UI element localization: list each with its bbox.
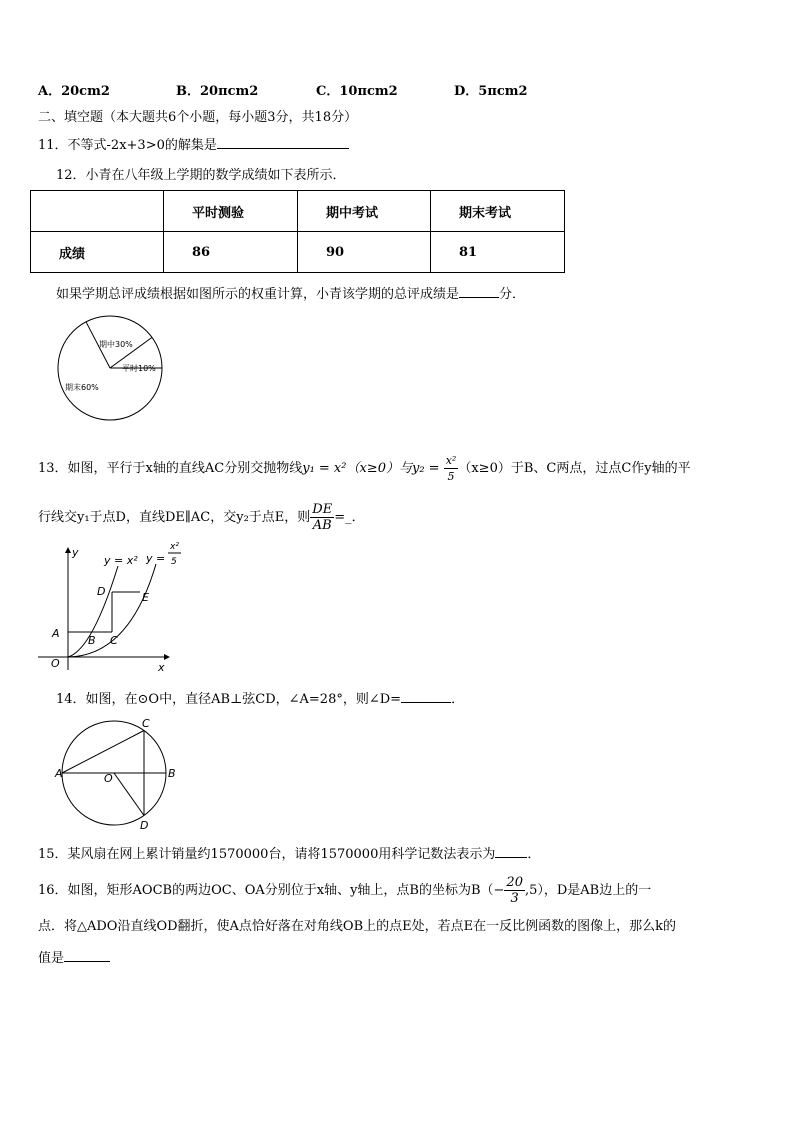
label-point-a: A <box>55 767 63 780</box>
label-point-c: C <box>110 634 118 647</box>
line-ac <box>62 731 144 774</box>
option-d: D．5πcm2 <box>454 84 528 99</box>
question-12-text2: 如果学期总评成绩根据如图所示的权重计算，小青该学期的总评成绩是 分． <box>56 287 526 302</box>
circle-figure <box>52 714 182 832</box>
line-od <box>114 773 144 816</box>
answer-blank <box>64 949 110 962</box>
section-heading: 二、填空题（本大题共6个小题，每小题3分，共18分） <box>38 110 358 125</box>
question-16-line3: 值是 <box>38 949 110 967</box>
answer-blank <box>401 690 451 703</box>
label-point-b: B <box>168 767 176 780</box>
weight-pie-chart <box>55 313 167 425</box>
table-header-cell: 期中考试 <box>298 191 431 232</box>
answer-blank <box>459 285 499 298</box>
table-row <box>31 232 565 273</box>
label-point-b: B <box>88 634 96 647</box>
question-13-line1: 13．如图，平行于x轴的直线AC分别交抛物线y₁ = x²（x≥0）与y₂ = $\frac{\text{x²}}{5}$ （x≥0）于B、C两点，过点C作y轴的平 <box>38 454 691 483</box>
question-15: 15．某风扇在网上累计销量约1570000台，请将1570000用科学记数法表示为 ． <box>38 847 541 862</box>
table-header-cell <box>31 191 164 232</box>
table-cell: 86 <box>164 232 298 273</box>
label-curve2-num: x² <box>170 542 179 552</box>
option-c: C．10πcm2 <box>316 84 398 99</box>
label-point-a: A <box>52 627 60 640</box>
label-y-axis: y <box>72 546 79 559</box>
table-header-cell: 期末考试 <box>431 191 565 232</box>
question-14: 14．如图，在⊙O中，直径AB⊥弦CD，∠A=28°，则∠D= ． <box>56 692 465 707</box>
pie-label-mid: 期中30% <box>99 340 133 349</box>
table-cell: 成绩 <box>31 232 164 273</box>
table-header-cell: 平时测验 <box>164 191 298 232</box>
label-point-c: C <box>142 717 150 730</box>
table-cell: 81 <box>431 232 565 273</box>
parabola-figure <box>34 540 194 674</box>
question-13-line2: 行线交y₁于点D，直线DE∥AC，交y₂于点E，则 $\frac{DE}{AB}$ =_． <box>38 502 365 533</box>
pie-label-final: 期末60% <box>65 383 99 392</box>
option-a: A．20cm2 <box>38 84 110 99</box>
label-curve2: y = <box>146 552 166 565</box>
answer-blank <box>217 136 349 149</box>
question-16-line1: 16．如图，矩形AOCB的两边OC、OA分别位于x轴、y轴上，点B的坐标为B（− $\frac{20}{3}$ ,5），D是AB边上的一 <box>38 875 652 906</box>
label-point-o: O <box>104 772 113 785</box>
option-b: B．20πcm2 <box>176 84 259 99</box>
label-curve2-den: 5 <box>171 557 177 567</box>
table-header-row <box>31 191 565 232</box>
score-table <box>30 190 565 273</box>
label-point-d: D <box>140 819 149 832</box>
question-11: 11．不等式-2x+3>0的解集是 <box>38 136 349 154</box>
label-point-e: E <box>142 591 149 604</box>
table-cell: 90 <box>298 232 431 273</box>
label-origin: O <box>51 657 60 670</box>
question-12: 12．小青在八年级上学期的数学成绩如下表所示． <box>56 168 346 183</box>
label-point-d: D <box>97 585 106 598</box>
label-x-axis: x <box>158 661 165 674</box>
label-curve1: y = x² <box>104 554 138 567</box>
question-16-line2: 点．将△ADO沿直线OD翻折，使A点恰好落在对角线OB上的点E处，若点E在一反比例函数的图像上，那么k的 <box>38 919 677 934</box>
pie-label-usual: 平时10% <box>122 364 156 373</box>
answer-blank <box>495 845 527 858</box>
